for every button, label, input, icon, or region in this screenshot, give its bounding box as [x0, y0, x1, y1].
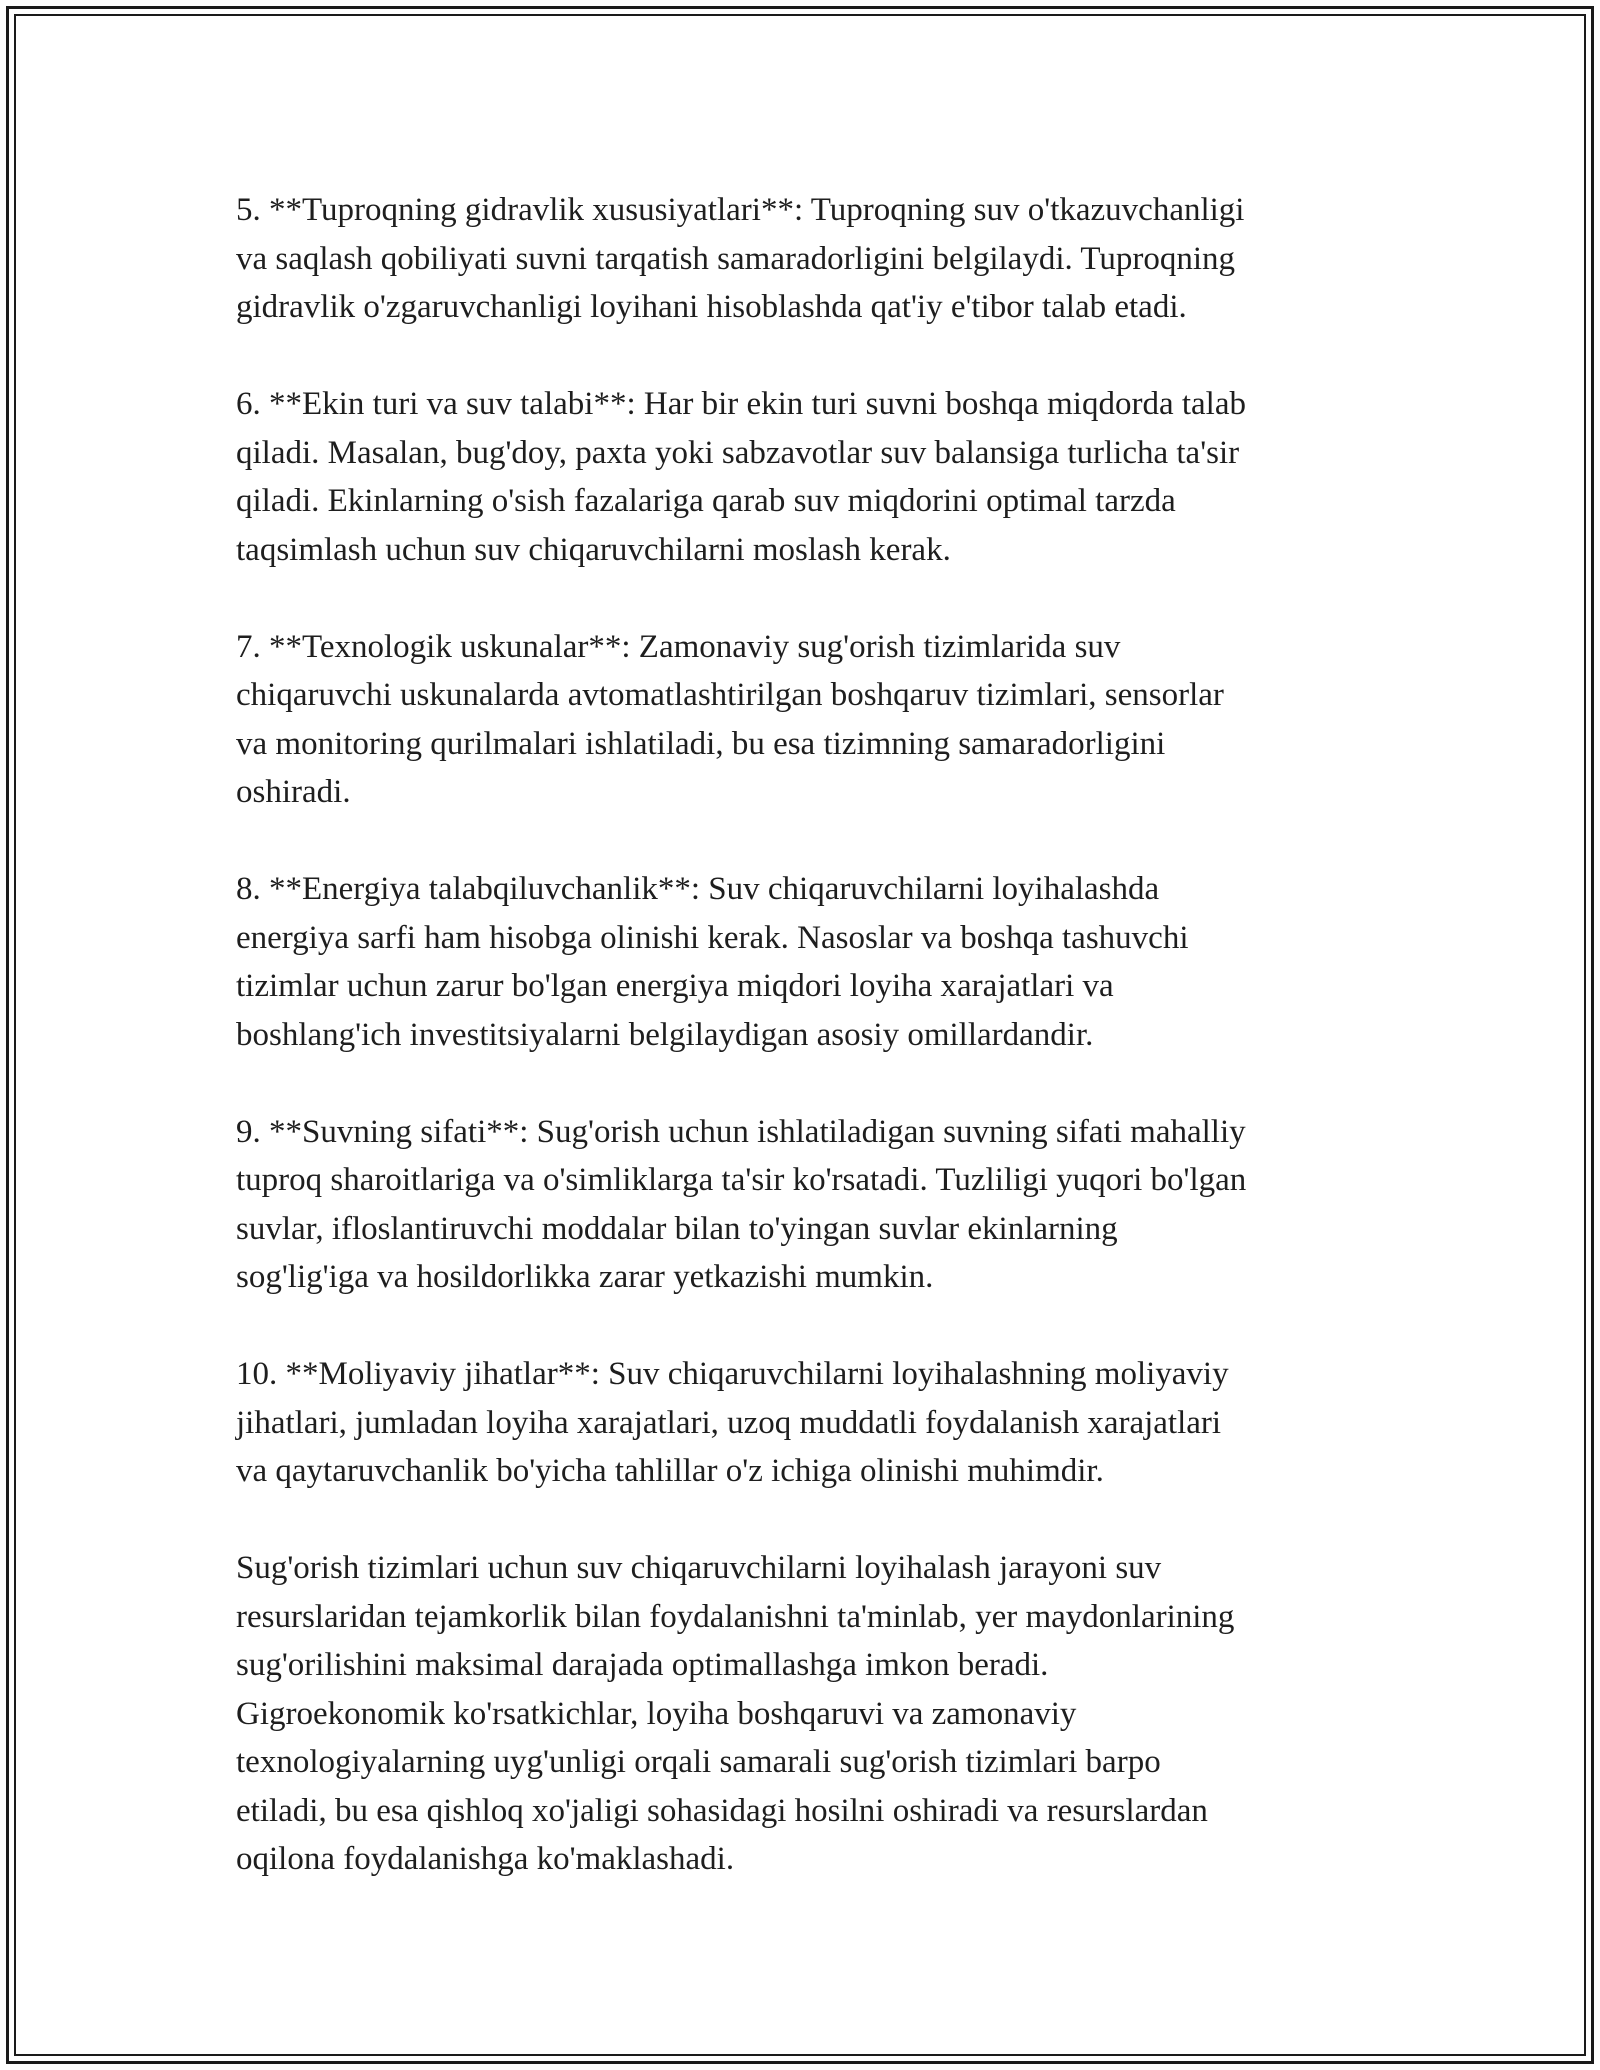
paragraph-item-6: 6. **Ekin turi va suv talabi**: Har bir ekin turi suvni boshqa miqdorda talab qiladi. Masalan, bug'doy, paxta yoki sabzavotlar suv balansiga turlicha ta'sir qiladi. Ekinlarning o'sish fazalariga qarab suv miqdorini optimal tarzda taqsimlash uchun suv chiqaruvchilarni moslash kerak.: [236, 386, 1246, 568]
paragraph-item-5: 5. **Tuproqning gidravlik xususiyatlari**: Tuproqning suv o'tkazuvchanligi va saqlash qobiliyati suvni tarqatish samaradorligini belgilaydi. Tuproqning gidravlik o'zgaruvchanligi loyihani hisoblashda qat'iy e'tibor talab etadi.: [236, 192, 1245, 325]
document-body: [236, 186, 1386, 1884]
paragraph-item-7: 7. **Texnologik uskunalar**: Zamonaviy sug'orish tizimlarida suv chiqaruvchi uskunalarda avtomatlashtirilgan boshqaruv tizimlari, sensorlar va monitoring qurilmalari ishlatiladi, bu esa tizimning samaradorligini oshiradi.: [236, 628, 1224, 810]
conclusion-paragraph: Sug'orish tizimlari uchun suv chiqaruvchilarni loyihalash jarayoni suv resurslaridan tejamkorlik bilan foydalanishni ta'minlab, yer maydonlarining sug'orilishini maksimal darajada optimallashga imkon beradi. Gigroekonomik ko'rsatkichlar, loyiha boshqaruvi va zamonaviy texnologiyalarning uyg'unligi orqali samarali sug'orish tizimlari barpo etiladi, bu esa qishloq xo'jaligi sohasidagi hosilni oshiradi va resurslardan oqilona foydalanishga ko'maklashadi.: [236, 1550, 1235, 1877]
paragraph-item-8: 8. **Energiya talabqiluvchanlik**: Suv chiqaruvchilarni loyihalashda energiya sarfi ham hisobga olinishi kerak. Nasoslar va boshqa tashuvchi tizimlar uchun zarur bo'lgan energiya miqdori loyiha xarajatlari va boshlang'ich investitsiyalarni belgilaydigan asosiy omillardandir.: [236, 871, 1189, 1053]
paragraph-item-9: 9. **Suvning sifati**: Sug'orish uchun ishlatiladigan suvning sifati mahalliy tuproq sharoitlariga va o'simliklarga ta'sir ko'rsatadi. Tuzliligi yuqori bo'lgan suvlar, ifloslantiruvchi moddalar bilan to'yingan suvlar ekinlarning sog'lig'iga va hosildorlikka zarar yetkazishi mumkin.: [236, 1113, 1247, 1295]
paragraph-item-10: 10. **Moliyaviy jihatlar**: Suv chiqaruvchilarni loyihalashning moliyaviy jihatlari, jumladan loyiha xarajatlari, uzoq muddatli foydalanish xarajatlari va qaytaruvchanlik bo'yicha tahlillar o'z ichiga olinishi muhimdir.: [236, 1356, 1229, 1489]
